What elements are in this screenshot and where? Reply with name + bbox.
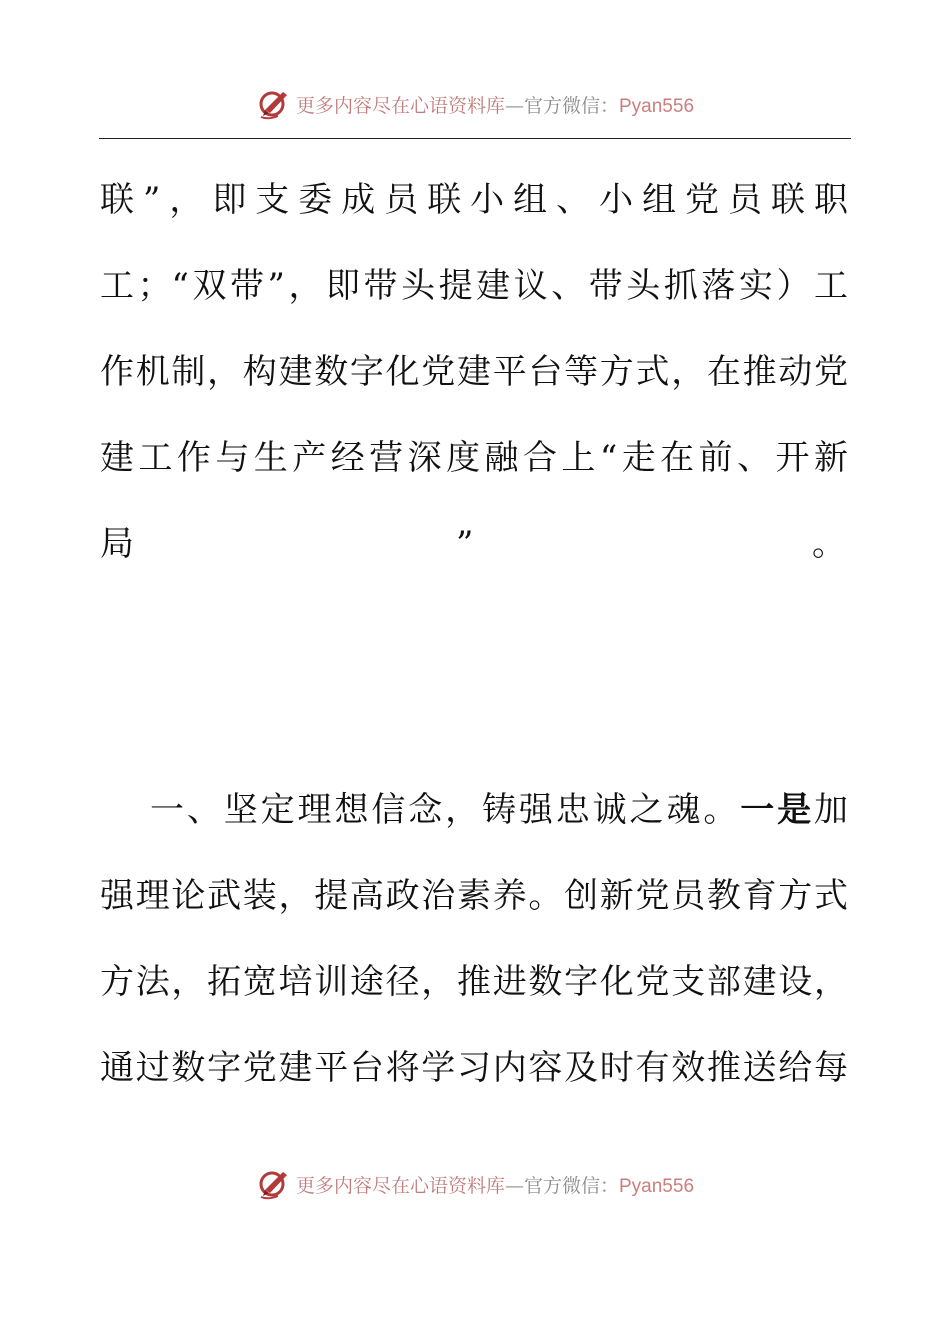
body-line-8: 方法，拓宽培训途径，推进数字化党支部建设，: [100, 962, 848, 1002]
section-point-label: 一是: [740, 790, 815, 830]
body-line-1: 联”，即支委成员联小组、小组党员联职: [100, 180, 848, 220]
footer-banner: [0, 1162, 950, 1206]
body-line-5-start: 局: [100, 524, 134, 564]
header-banner: [0, 82, 950, 126]
body-line-5-quote: ”: [456, 524, 474, 564]
section-heading-tail: 加: [814, 790, 849, 830]
pen-logo-icon: [256, 1166, 292, 1202]
header-rule: [99, 138, 851, 139]
body-line-5: [100, 519, 848, 569]
section-heading-line: [150, 785, 848, 835]
section-heading: 一、坚定理想信念，铸强忠诚之魂。: [150, 790, 741, 830]
body-line-7: 强理论武装，提高政治素养。创新党员教育方式: [100, 876, 848, 916]
pen-logo-icon: [256, 86, 292, 122]
header-banner-text: 更多内容尽在心语资料库—官方微信：Pyan556: [295, 94, 695, 117]
body-line-4: 建工作与生产经营深度融合上“走在前、开新: [100, 438, 848, 478]
body-line-5-period: 。: [812, 524, 846, 564]
body-line-3: 作机制，构建数字化党建平台等方式，在推动党: [100, 352, 848, 392]
footer-banner-text: 更多内容尽在心语资料库—官方微信：Pyan556: [295, 1174, 695, 1197]
body-line-9: 通过数字党建平台将学习内容及时有效推送给每: [100, 1048, 848, 1088]
body-line-2: 工；“双带”，即带头提建议、带头抓落实）工: [100, 266, 848, 306]
